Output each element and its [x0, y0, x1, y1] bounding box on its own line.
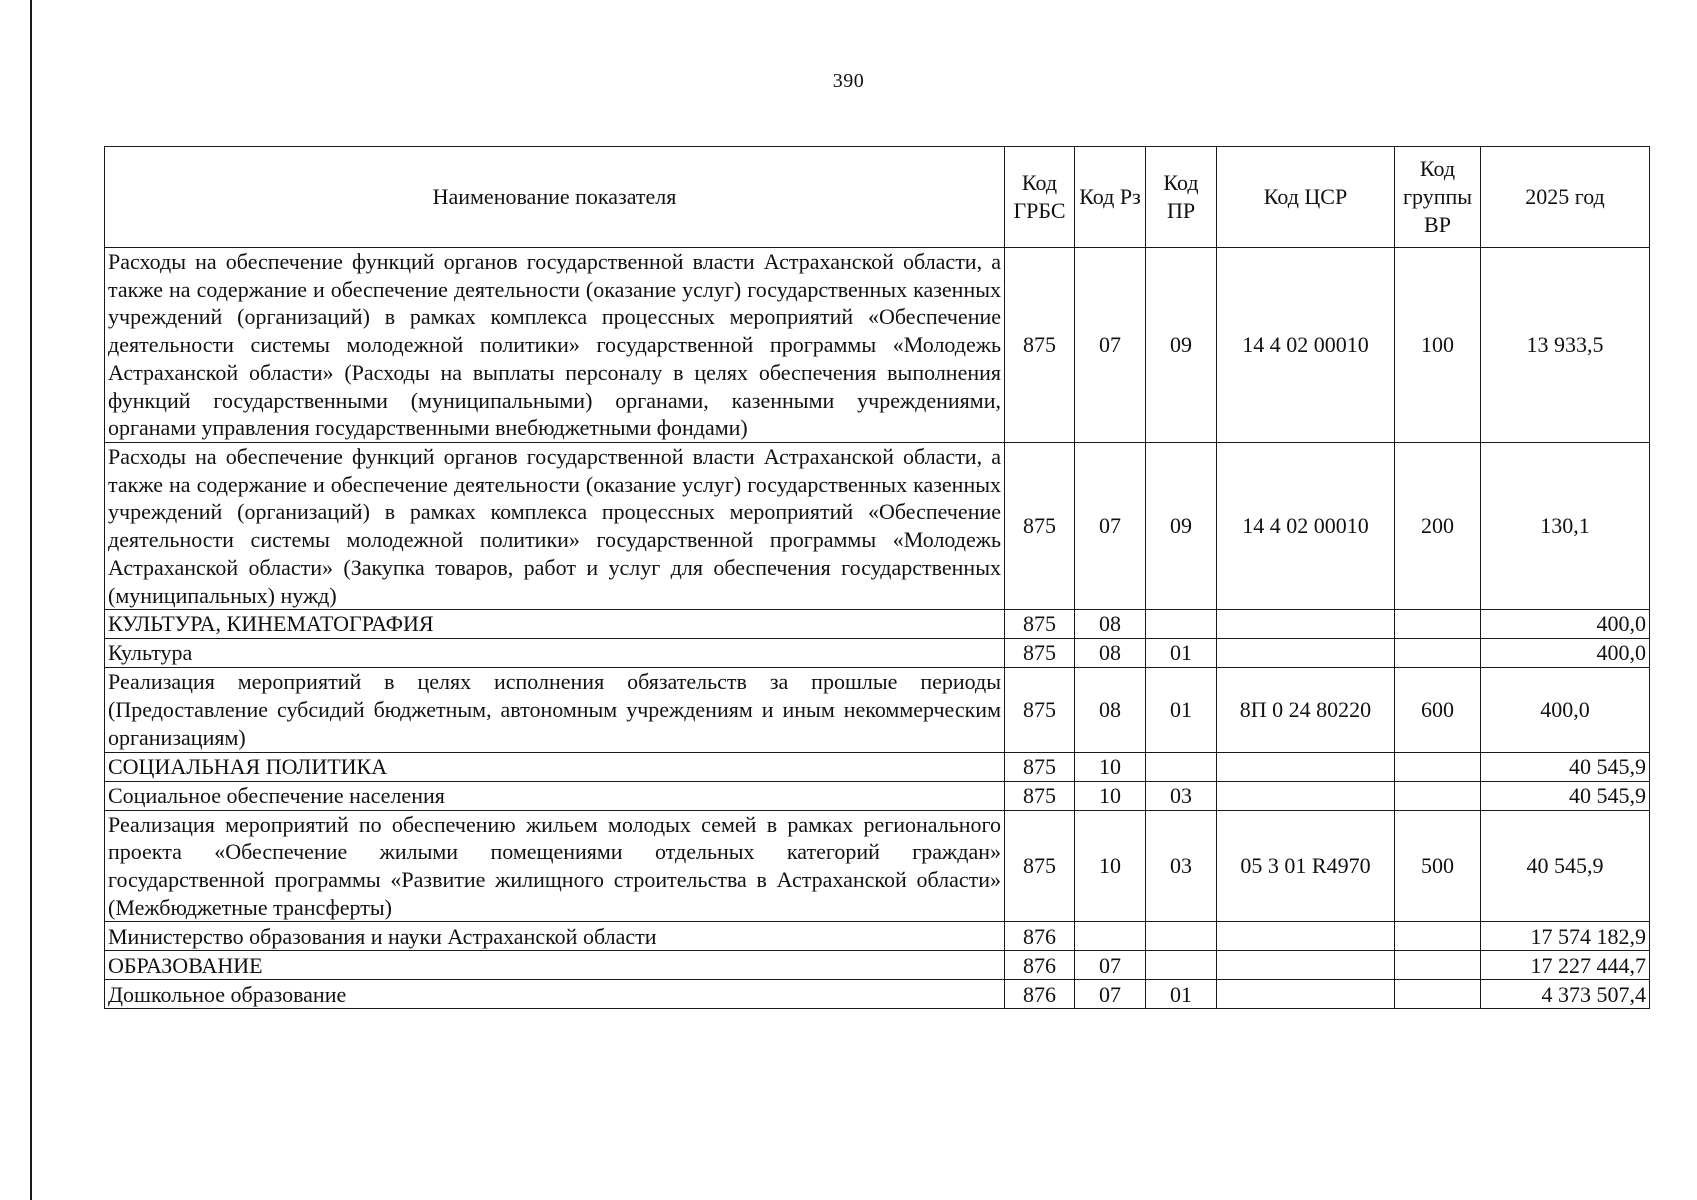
row-vr: 200	[1395, 443, 1481, 610]
row-grbs: 876	[1005, 980, 1075, 1009]
row-rz: 08	[1075, 610, 1146, 639]
row-rz: 10	[1075, 781, 1146, 810]
row-grbs: 875	[1005, 248, 1075, 443]
row-vr	[1395, 922, 1481, 951]
row-amount: 130,1	[1481, 443, 1650, 610]
table-row	[105, 443, 1650, 610]
row-csr	[1217, 639, 1395, 668]
row-csr	[1217, 752, 1395, 781]
row-name: Социальное обеспечение населения	[105, 781, 1005, 810]
table-row	[105, 781, 1650, 810]
row-csr	[1217, 610, 1395, 639]
header-grbs: Код ГРБС	[1005, 147, 1075, 248]
row-name: Министерство образования и науки Астраханской области	[105, 922, 1005, 951]
row-csr	[1217, 781, 1395, 810]
row-pr: 09	[1146, 248, 1217, 443]
row-amount: 4 373 507,4	[1481, 980, 1650, 1009]
row-grbs: 875	[1005, 781, 1075, 810]
row-pr: 03	[1146, 781, 1217, 810]
row-pr	[1146, 951, 1217, 980]
row-vr: 100	[1395, 248, 1481, 443]
header-year: 2025 год	[1481, 147, 1650, 248]
row-vr: 600	[1395, 668, 1481, 752]
row-pr	[1146, 922, 1217, 951]
header-pr: Код ПР	[1146, 147, 1217, 248]
row-csr: 8П 0 24 80220	[1217, 668, 1395, 752]
row-name: Реализация мероприятий по обеспечению жильем молодых семей в рамках регионального проекта «Обеспечение жилыми помещениями отдельных категорий граждан» государственной программы «Развитие жилищного строительства в Астраханской области» (Межбюджетные трансферты)	[105, 810, 1005, 922]
row-amount: 400,0	[1481, 639, 1650, 668]
row-rz: 08	[1075, 639, 1146, 668]
row-csr: 14 4 02 00010	[1217, 248, 1395, 443]
row-rz	[1075, 922, 1146, 951]
row-rz: 07	[1075, 951, 1146, 980]
row-amount: 13 933,5	[1481, 248, 1650, 443]
table-row	[105, 610, 1650, 639]
row-grbs: 875	[1005, 810, 1075, 922]
table-row	[105, 639, 1650, 668]
budget-table	[104, 146, 1650, 1009]
row-rz: 07	[1075, 980, 1146, 1009]
row-name: КУЛЬТУРА, КИНЕМАТОГРАФИЯ	[105, 610, 1005, 639]
table-row	[105, 951, 1650, 980]
row-csr: 05 3 01 R4970	[1217, 810, 1395, 922]
row-name: Реализация мероприятий в целях исполнения обязательств за прошлые периоды (Предоставление субсидий бюджетным, автономным учреждениям и иным некоммерческим организациям)	[105, 668, 1005, 752]
table-row	[105, 752, 1650, 781]
row-amount: 400,0	[1481, 668, 1650, 752]
row-grbs: 875	[1005, 610, 1075, 639]
row-vr: 500	[1395, 810, 1481, 922]
row-vr	[1395, 980, 1481, 1009]
row-pr: 01	[1146, 639, 1217, 668]
row-name: Культура	[105, 639, 1005, 668]
table-row	[105, 668, 1650, 752]
row-grbs: 875	[1005, 752, 1075, 781]
row-vr	[1395, 781, 1481, 810]
row-rz: 07	[1075, 443, 1146, 610]
binding-margin-line	[30, 0, 32, 1200]
row-pr	[1146, 610, 1217, 639]
row-rz: 10	[1075, 810, 1146, 922]
header-row	[105, 147, 1650, 248]
row-amount: 40 545,9	[1481, 781, 1650, 810]
header-vr: Код группы ВР	[1395, 147, 1481, 248]
table-row	[105, 810, 1650, 922]
row-csr	[1217, 980, 1395, 1009]
row-grbs: 875	[1005, 639, 1075, 668]
row-amount: 400,0	[1481, 610, 1650, 639]
row-amount: 17 227 444,7	[1481, 951, 1650, 980]
table-row	[105, 248, 1650, 443]
row-amount: 17 574 182,9	[1481, 922, 1650, 951]
row-rz: 10	[1075, 752, 1146, 781]
row-amount: 40 545,9	[1481, 752, 1650, 781]
row-vr	[1395, 951, 1481, 980]
row-pr: 01	[1146, 668, 1217, 752]
row-amount: 40 545,9	[1481, 810, 1650, 922]
row-name: Дошкольное образование	[105, 980, 1005, 1009]
row-name: ОБРАЗОВАНИЕ	[105, 951, 1005, 980]
row-csr	[1217, 922, 1395, 951]
header-csr: Код ЦСР	[1217, 147, 1395, 248]
row-grbs: 876	[1005, 951, 1075, 980]
row-csr	[1217, 951, 1395, 980]
row-name: СОЦИАЛЬНАЯ ПОЛИТИКА	[105, 752, 1005, 781]
table-row	[105, 980, 1650, 1009]
row-pr: 01	[1146, 980, 1217, 1009]
row-pr	[1146, 752, 1217, 781]
row-name: Расходы на обеспечение функций органов государственной власти Астраханской области, а также на содержание и обеспечение деятельности (оказание услуг) государственных казенных учреждений (организаций) в рамках комплекса процессных мероприятий «Обеспечение деятельности системы молодежной политики» государственной программы «Молодежь Астраханской области» (Закупка товаров, работ и услуг для обеспечения государственных (муниципальных) нужд)	[105, 443, 1005, 610]
row-vr	[1395, 610, 1481, 639]
row-csr: 14 4 02 00010	[1217, 443, 1395, 610]
header-rz: Код Рз	[1075, 147, 1146, 248]
row-grbs: 875	[1005, 443, 1075, 610]
row-rz: 08	[1075, 668, 1146, 752]
row-vr	[1395, 752, 1481, 781]
row-rz: 07	[1075, 248, 1146, 443]
header-name: Наименование показателя	[105, 147, 1005, 248]
row-grbs: 876	[1005, 922, 1075, 951]
row-pr: 03	[1146, 810, 1217, 922]
table-row	[105, 922, 1650, 951]
row-vr	[1395, 639, 1481, 668]
row-pr: 09	[1146, 443, 1217, 610]
page-number: 390	[832, 70, 865, 92]
row-name: Расходы на обеспечение функций органов государственной власти Астраханской области, а также на содержание и обеспечение деятельности (оказание услуг) государственных казенных учреждений (организаций) в рамках комплекса процессных мероприятий «Обеспечение деятельности системы молодежной политики» государственной программы «Молодежь Астраханской области» (Расходы на выплаты персоналу в целях обеспечения выполнения функций государственными (муниципальными) органами, казенными учреждениями, органами управления государственными внебюджетными фондами)	[105, 248, 1005, 443]
row-grbs: 875	[1005, 668, 1075, 752]
